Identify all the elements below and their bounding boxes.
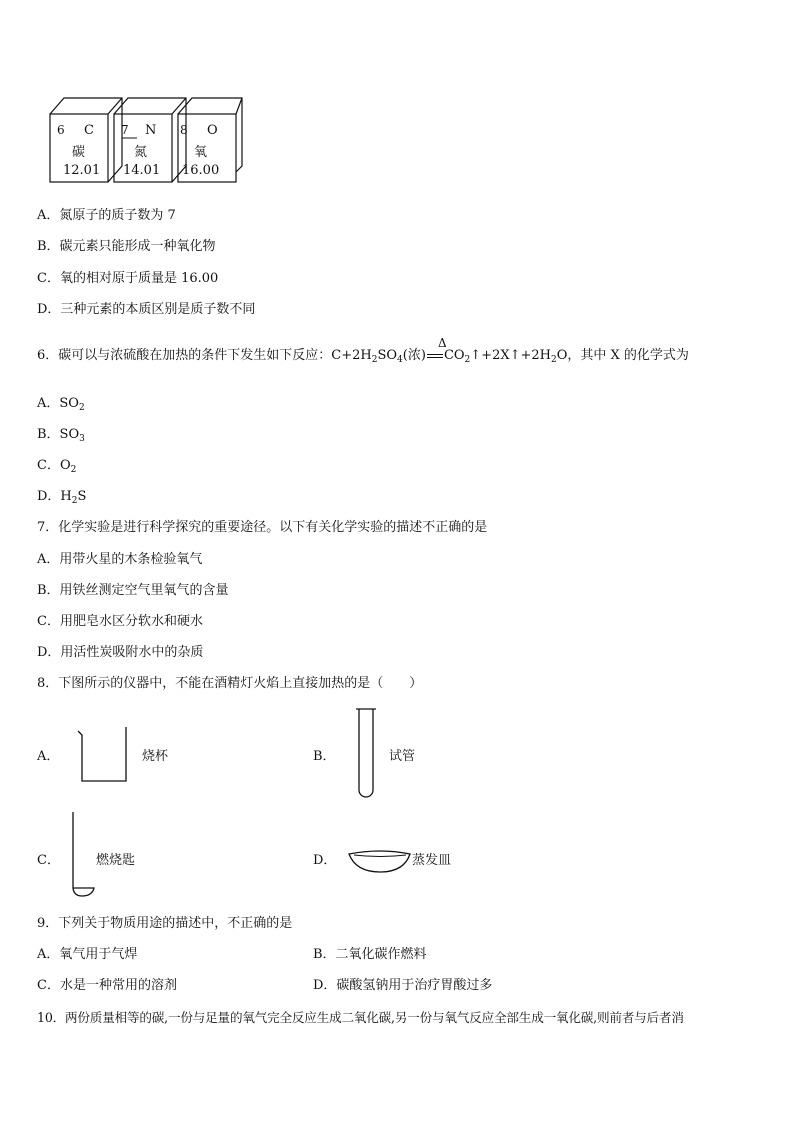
eq-arrow bbox=[427, 354, 443, 358]
q7-option-b[interactable]: B．用铁丝测定空气里氧气的含量 bbox=[37, 583, 229, 598]
eq-sub: 2 bbox=[371, 355, 378, 365]
q8-option-c-letter[interactable]: C． bbox=[37, 853, 60, 868]
opt-text: A．SO bbox=[37, 396, 79, 411]
q7-stem: 7．化学实验是进行科学探究的重要途径。以下有关化学实验的描述不正确的是 bbox=[37, 520, 488, 535]
q7-option-d[interactable]: D．用活性炭吸附水中的杂质 bbox=[37, 645, 204, 660]
element-number-c: 6 bbox=[57, 123, 65, 137]
element-mass-n: 14.01 bbox=[123, 163, 161, 178]
element-name-n: 氮 bbox=[134, 145, 148, 160]
q9-option-a[interactable]: A．氧气用于气焊 bbox=[37, 947, 138, 962]
q7-option-a[interactable]: A．用带火星的木条检验氧气 bbox=[37, 552, 203, 567]
q6-stem bbox=[37, 348, 689, 364]
eq-part: O bbox=[556, 348, 568, 363]
opt-text: D．H bbox=[37, 489, 72, 504]
beaker-icon bbox=[76, 725, 132, 785]
eq-part: CO bbox=[443, 348, 465, 363]
q8-option-d-name: 蒸发皿 bbox=[412, 853, 452, 868]
element-symbol-n: N bbox=[145, 123, 157, 138]
q6-option-c[interactable] bbox=[37, 458, 76, 474]
q9-stem: 9．下列关于物质用途的描述中，不正确的是 bbox=[37, 916, 293, 931]
element-number-n: 7 bbox=[121, 123, 129, 137]
q8-option-a-name: 烧杯 bbox=[142, 749, 169, 764]
q5-option-d[interactable]: D．三种元素的本质区别是质子数不同 bbox=[37, 302, 256, 317]
test-tube-icon bbox=[354, 706, 378, 802]
opt-sub: 2 bbox=[70, 465, 77, 475]
opt-sub: 2 bbox=[78, 403, 85, 413]
q10-stem: 10．两份质量相等的碳,一份与足量的氧气完全反应生成二氧化碳,另一份与氧气反应全部生成一氧化碳,则前者与后者消 bbox=[37, 1010, 684, 1025]
q8-option-a-letter[interactable]: A． bbox=[37, 749, 60, 764]
q6-stem-suffix: ，其中 X 的化学式为 bbox=[567, 348, 689, 363]
eq-sub: 2 bbox=[551, 355, 557, 365]
element-name-o: 氧 bbox=[194, 145, 208, 160]
opt-text: B．SO bbox=[37, 427, 80, 442]
q5-option-b[interactable]: B．碳元素只能形成一种氧化物 bbox=[37, 239, 216, 254]
q9-option-d[interactable]: D．碳酸氢钠用于治疗胃酸过多 bbox=[313, 978, 493, 993]
q8-stem: 8．下图所示的仪器中，不能在酒精灯火焰上直接加热的是（ ） bbox=[37, 676, 423, 691]
q6-option-d[interactable] bbox=[37, 489, 86, 505]
element-symbol-o: O bbox=[207, 123, 218, 138]
q8-option-b-letter[interactable]: B． bbox=[313, 749, 336, 764]
q6-option-b[interactable] bbox=[37, 427, 85, 443]
eq-part: (浓) bbox=[402, 348, 426, 363]
element-symbol-c: C bbox=[84, 123, 94, 138]
q8-option-d-letter[interactable]: D． bbox=[313, 853, 337, 868]
eq-part: ↑+2X↑+2H bbox=[470, 348, 551, 363]
q6-option-a[interactable] bbox=[37, 396, 85, 412]
q8-option-c-name: 燃烧匙 bbox=[96, 853, 136, 868]
q6-stem-prefix: 6．碳可以与浓硫酸在加热的条件下发生如下反应： bbox=[37, 348, 332, 363]
eq-sub: 4 bbox=[397, 355, 403, 365]
element-mass-o: 16.00 bbox=[182, 163, 220, 178]
q8-option-b-name: 试管 bbox=[389, 749, 416, 764]
heat-delta-symbol: Δ bbox=[438, 336, 447, 350]
element-number-o: 8 bbox=[180, 123, 188, 137]
q6-equation bbox=[331, 348, 567, 363]
eq-part: C+2H bbox=[331, 348, 372, 363]
element-name-c: 碳 bbox=[72, 145, 86, 160]
q5-option-c[interactable]: C．氧的相对原于质量是 16.00 bbox=[37, 271, 219, 286]
opt-text: S bbox=[77, 489, 87, 504]
eq-part: SO bbox=[377, 348, 398, 363]
q9-option-b[interactable]: B．二氧化碳作燃料 bbox=[313, 947, 427, 962]
element-mass-c: 12.01 bbox=[63, 163, 101, 178]
evaporating-dish-icon bbox=[346, 842, 414, 876]
combustion-spoon-icon bbox=[66, 810, 98, 900]
q7-option-c[interactable]: C．用肥皂水区分软水和硬水 bbox=[37, 614, 203, 629]
opt-text: C．O bbox=[37, 458, 71, 473]
opt-sub: 2 bbox=[71, 496, 78, 506]
eq-sub: 2 bbox=[464, 355, 471, 365]
opt-sub: 3 bbox=[79, 434, 85, 444]
q9-option-c[interactable]: C．水是一种常用的溶剂 bbox=[37, 978, 177, 993]
q5-option-a[interactable]: A．氮原子的质子数为 7 bbox=[37, 208, 176, 223]
